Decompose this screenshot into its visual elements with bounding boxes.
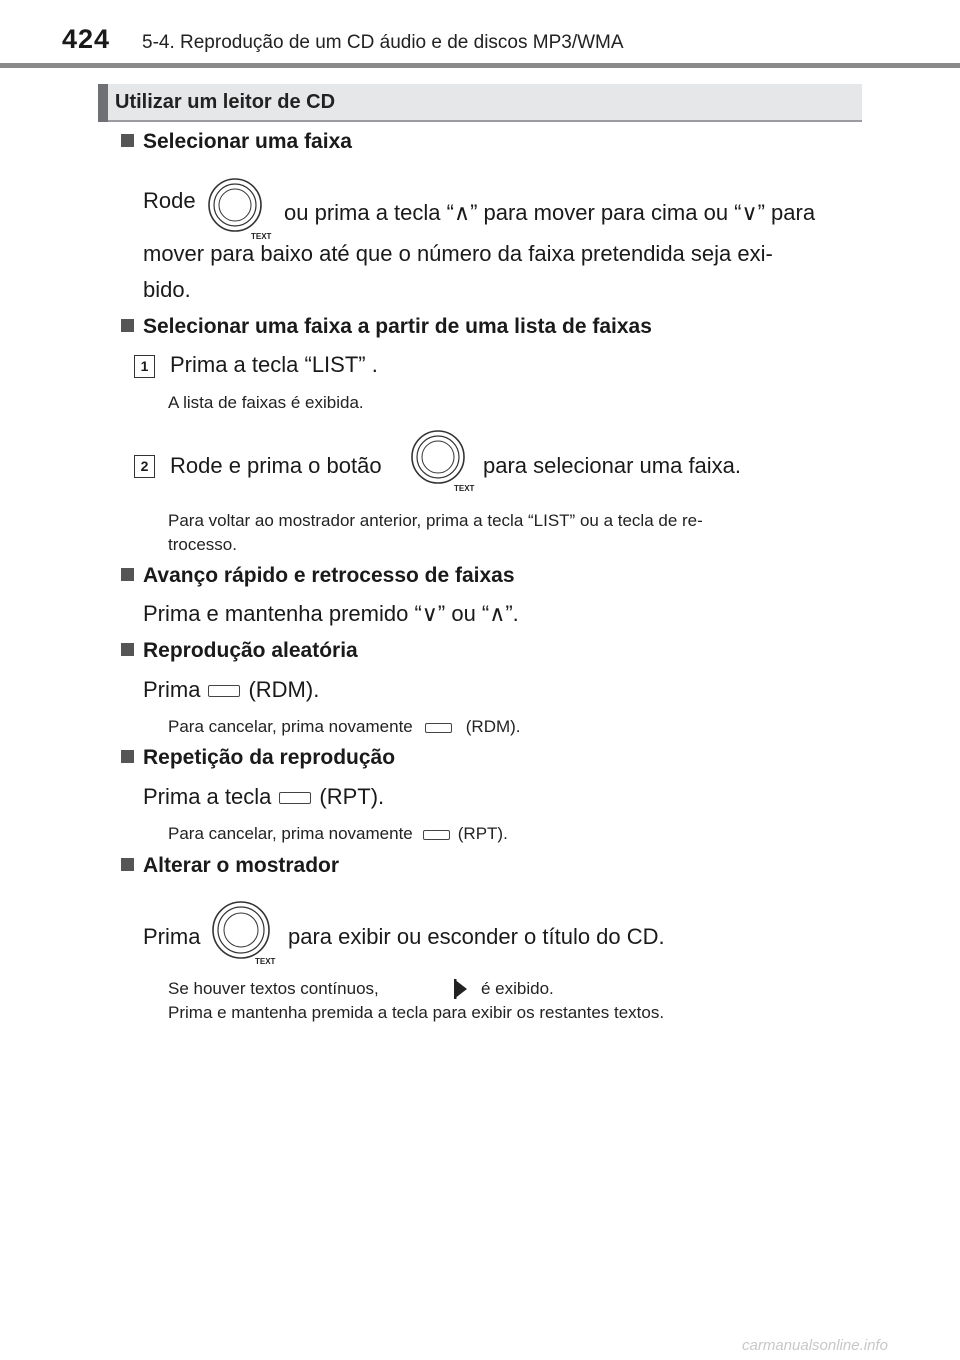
paragraph-line: Prima [143, 924, 201, 949]
heading-select-track: Selecionar uma faixa [121, 130, 352, 154]
bullet-square-icon [121, 568, 134, 581]
bullet-square-icon [121, 319, 134, 332]
paragraph-line: Prima e mantenha premido “∨” ou “∧”. [143, 601, 519, 626]
paragraph-line: para exibir ou esconder o título do CD. [288, 924, 665, 949]
paragraph-line: Rode [143, 188, 196, 213]
preset-button-icon [423, 830, 450, 840]
bullet-square-icon [121, 858, 134, 871]
paragraph-line: Prima a tecla (RPT). [143, 784, 385, 809]
bullet-square-icon [121, 750, 134, 763]
knob-label: TEXT [255, 957, 276, 966]
heading-track-list: Selecionar uma faixa a partir de uma lista de faixas [121, 315, 652, 339]
paragraph-note: Para cancelar, prima novamente (RPT). [168, 824, 508, 843]
continue-arrow-icon [451, 976, 471, 1002]
section-title: Utilizar um leitor de CD [115, 91, 336, 113]
tune-knob-icon [211, 900, 279, 966]
step-note: A lista de faixas é exibida. [168, 393, 364, 412]
page-number: 424 [62, 24, 111, 54]
chapter-title: 5-4. Reprodução de um CD áudio e de discos MP3/WMA [142, 32, 624, 53]
step-text: Prima a tecla “LIST” . [170, 352, 378, 377]
heading-repeat-play: Repetição da reprodução [121, 746, 395, 770]
tune-knob-icon [408, 429, 476, 495]
knob-label: TEXT [251, 232, 272, 241]
step-text: Rode e prima o botão [170, 453, 382, 478]
header-divider [0, 63, 960, 68]
section-title-bar [98, 84, 862, 122]
paragraph-note: Prima e mantenha premida a tecla para exibir os restantes textos. [168, 1003, 665, 1022]
paragraph-line: mover para baixo até que o número da faixa pretendida seja exi- [143, 241, 773, 266]
paragraph-note: é exibido. [481, 979, 554, 998]
preset-button-icon [208, 685, 240, 697]
bullet-square-icon [121, 643, 134, 656]
step-note: Para voltar ao mostrador anterior, prima a tecla “LIST” ou a tecla de re- [168, 511, 703, 530]
bullet-square-icon [121, 134, 134, 147]
step-text: para selecionar uma faixa. [483, 453, 742, 478]
preset-button-icon [279, 792, 311, 804]
heading-fast-forward: Avanço rápido e retrocesso de faixas [121, 564, 515, 588]
paragraph-note: Para cancelar, prima novamente (RDM). [168, 717, 521, 736]
preset-button-icon [425, 723, 452, 733]
knob-label: TEXT [454, 484, 475, 493]
step-number-1: 1 [134, 355, 155, 378]
step-note: trocesso. [168, 535, 237, 554]
paragraph-note: Se houver textos contínuos, [168, 979, 379, 998]
paragraph-line: Prima (RDM). [143, 677, 320, 702]
heading-change-display: Alterar o mostrador [121, 854, 339, 878]
step-number-2: 2 [134, 455, 155, 478]
paragraph-line: ou prima a tecla “∧” para mover para cima ou “∨” para [284, 200, 816, 225]
heading-random-play: Reprodução aleatória [121, 639, 358, 663]
watermark-text: carmanualsonline.info [742, 1337, 888, 1354]
paragraph-line: bido. [143, 277, 191, 302]
